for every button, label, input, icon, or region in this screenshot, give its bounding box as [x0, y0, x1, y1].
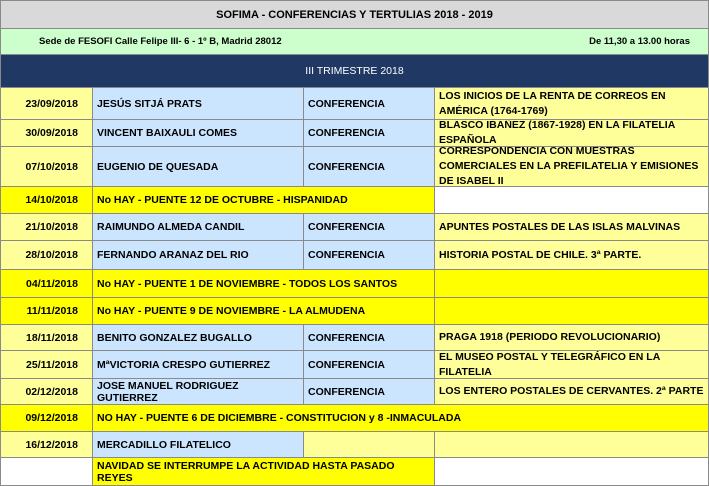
note-cell: NO HAY - PUENTE 6 DE DICIEMBRE - CONSTITUCION y 8 -INMACULADA	[93, 405, 708, 431]
table-row	[1, 214, 708, 241]
topic-cell: LOS INICIOS DE LA RENTA DE CORREOS EN AMÉRICA (1764-1769)	[435, 88, 708, 119]
note-cell: No HAY - PUENTE 9 DE NOVIEMBRE - LA ALMUDENA	[93, 298, 435, 324]
topic-cell: APUNTES POSTALES DE LAS ISLAS MALVINAS	[435, 214, 708, 240]
type-cell: CONFERENCIA	[304, 147, 435, 186]
type-cell: CONFERENCIA	[304, 351, 435, 378]
note-cell: No HAY - PUENTE 1 DE NOVIEMBRE - TODOS LOS SANTOS	[93, 270, 435, 297]
speaker-cell: EUGENIO DE QUESADA	[93, 147, 304, 186]
speaker-cell: RAIMUNDO ALMEDA CANDIL	[93, 214, 304, 240]
date-cell: 23/09/2018	[1, 88, 93, 119]
table-row	[1, 298, 708, 325]
date-cell: 04/11/2018	[1, 270, 93, 297]
topic-cell: EL MUSEO POSTAL Y TELEGRÁFICO EN LA FILATELIA	[435, 351, 708, 378]
topic-cell: PRAGA 1918 (PERIODO REVOLUCIONARIO)	[435, 325, 708, 350]
topic-cell: BLASCO IBAÑEZ (1867-1928) EN LA FILATELIA ESPAÑOLA	[435, 120, 708, 146]
speaker-cell: BENITO GONZALEZ BUGALLO	[93, 325, 304, 350]
table-row	[1, 405, 708, 432]
date-cell: 14/10/2018	[1, 187, 93, 213]
table-row	[1, 458, 708, 485]
date-cell: 02/12/2018	[1, 379, 93, 404]
type-cell: CONFERENCIA	[304, 88, 435, 119]
venue-bar	[1, 29, 708, 55]
type-cell: CONFERENCIA	[304, 241, 435, 269]
date-cell: 16/12/2018	[1, 432, 93, 457]
topic-cell: CORRESPONDENCIA CON MUESTRAS COMERCIALES EN LA PREFILATELIA Y EMISIONES DE ISABEL II	[435, 147, 708, 186]
type-cell	[304, 432, 435, 457]
topic-cell	[435, 187, 708, 213]
topic-cell: HISTORIA POSTAL DE CHILE. 3ª PARTE.	[435, 241, 708, 269]
speaker-cell: MERCADILLO FILATELICO	[93, 432, 304, 457]
table-row	[1, 88, 708, 120]
table-row	[1, 147, 708, 187]
table-row	[1, 325, 708, 351]
date-cell: 07/10/2018	[1, 147, 93, 186]
table-row	[1, 432, 708, 458]
topic-cell	[435, 432, 708, 457]
date-cell: 21/10/2018	[1, 214, 93, 240]
type-cell: CONFERENCIA	[304, 214, 435, 240]
note-cell: NAVIDAD SE INTERRUMPE LA ACTIVIDAD HASTA PASADO REYES	[93, 458, 435, 485]
table-row	[1, 379, 708, 405]
session-hours: De 11,30 a 13.00 horas	[589, 36, 690, 47]
table-row	[1, 351, 708, 379]
type-cell: CONFERENCIA	[304, 120, 435, 146]
speaker-cell: MªVICTORIA CRESPO GUTIERREZ	[93, 351, 304, 378]
trimester-heading: III TRIMESTRE 2018	[1, 55, 708, 88]
speaker-cell: FERNANDO ARANAZ DEL RIO	[93, 241, 304, 269]
table-row	[1, 241, 708, 270]
date-cell: 30/09/2018	[1, 120, 93, 146]
date-cell: 28/10/2018	[1, 241, 93, 269]
topic-cell	[435, 298, 708, 324]
page-title: SOFIMA - CONFERENCIAS Y TERTULIAS 2018 - 2019	[1, 1, 708, 29]
speaker-cell: VINCENT BAIXAULI COMES	[93, 120, 304, 146]
table-row	[1, 270, 708, 298]
date-cell: 11/11/2018	[1, 298, 93, 324]
type-cell: CONFERENCIA	[304, 325, 435, 350]
speaker-cell: JOSE MANUEL RODRIGUEZ GUTIERREZ	[93, 379, 304, 404]
table-row	[1, 187, 708, 214]
venue-address: Sede de FESOFI Calle Felipe III- 6 - 1º B, Madrid 28012	[39, 36, 282, 47]
date-cell: 25/11/2018	[1, 351, 93, 378]
topic-cell	[435, 270, 708, 297]
type-cell: CONFERENCIA	[304, 379, 435, 404]
date-cell: 09/12/2018	[1, 405, 93, 431]
topic-cell: LOS ENTERO POSTALES DE CERVANTES. 2ª PARTE	[435, 379, 708, 404]
speaker-cell: JESÚS SITJÁ PRATS	[93, 88, 304, 119]
topic-cell	[435, 458, 708, 485]
date-cell	[1, 458, 93, 485]
date-cell: 18/11/2018	[1, 325, 93, 350]
note-cell: No HAY - PUENTE 12 DE OCTUBRE - HISPANIDAD	[93, 187, 435, 213]
table-row	[1, 120, 708, 147]
